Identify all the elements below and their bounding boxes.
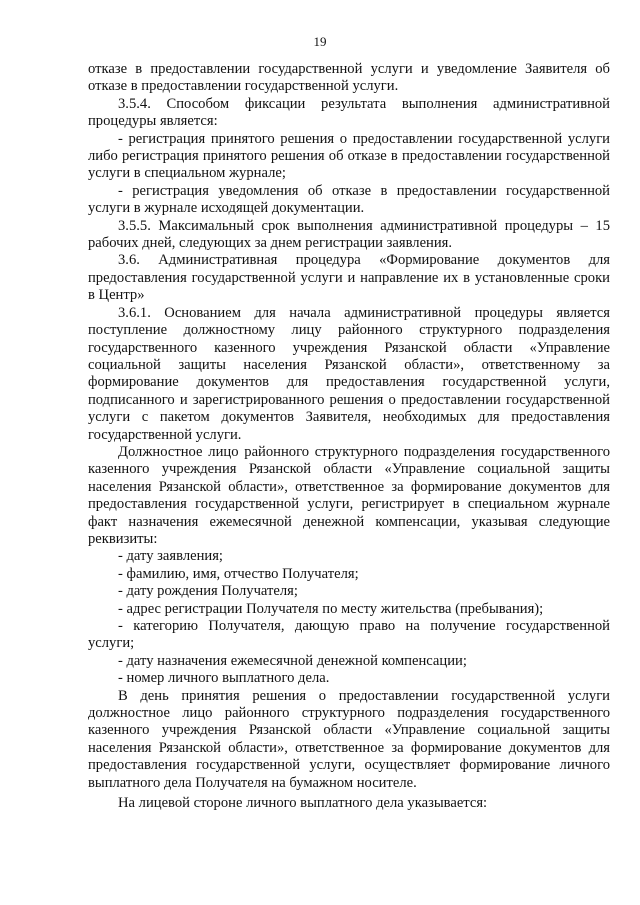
- document-body: [88, 61, 610, 812]
- paragraph-cover-page: На лицевой стороне личного выплатного дела указывается:: [118, 795, 488, 812]
- section-heading-3-6: 3.6. Административная процедура «Формирование документов для предоставления государственной услуги и направление их в установленные сроки в Центр»: [88, 252, 610, 304]
- list-item-full-name: - фамилию, имя, отчество Получателя;: [118, 565, 359, 582]
- list-item-registration-decision: - регистрация принятого решения о предоставлении государственной услуги либо регистрация принятого решения об отказе в предоставлении государственной услуги в специальном журнале;: [88, 130, 610, 182]
- list-item-application-date: - дату заявления;: [118, 548, 223, 565]
- paragraph-3-5-5: 3.5.5. Максимальный срок выполнения административной процедуры – 15 рабочих дней, следующих за днем регистрации заявления.: [88, 217, 610, 252]
- paragraph-continuation: отказе в предоставлении государственной услуги и уведомление Заявителя об отказе в предоставлении государственной услуги.: [88, 61, 610, 95]
- list-item-birth-date: - дату рождения Получателя;: [118, 583, 298, 600]
- list-item-registration-notice: - регистрация уведомления об отказе в предоставлении государственной услуги в журнале исходящей документации.: [88, 182, 610, 217]
- paragraph-3-6-1: 3.6.1. Основанием для начала административной процедуры является поступление должностному лицу районного структурного подразделения государственного казенного учреждения Рязанской области «Управление социальной защиты населения Рязанской области», ответственному за формирование документов для предоставления государственной услуги, подписанного и зарегистрированного решения о предоставлении государственной услуги с пакетом документов Заявителя, необходимых для предоставления государственной услуги.: [88, 304, 610, 443]
- paragraph-case-formation: В день принятия решения о предоставлении государственной услуги должностное лицо районного структурного подразделения государственного казенного учреждения Рязанской области «Управление социальной защиты населения Рязанской области», ответственное за формирование документов для предоставления государственной услуги, осуществляет формирование личного выплатного дела Получателя на бумажном носителе.: [88, 687, 610, 791]
- list-item-address: - адрес регистрации Получателя по месту жительства (пребывания);: [118, 600, 544, 617]
- page-number: 19: [313, 34, 327, 49]
- paragraph-3-5-4: 3.5.4. Способом фиксации результата выполнения административной процедуры является:: [88, 95, 610, 130]
- list-item-compensation-date: - дату назначения ежемесячной денежной компенсации;: [118, 652, 467, 669]
- paragraph-official-registers: Должностное лицо районного структурного подразделения государственного казенного учреждения Рязанской области «Управление социальной защиты населения Рязанской области», ответственное за формирование документов для предоставления государственной услуги, регистрирует в специальном журнале факт назначения ежемесячной денежной компенсации, указывая следующие реквизиты:: [88, 443, 610, 547]
- list-item-case-number: - номер личного выплатного дела.: [118, 670, 330, 687]
- list-item-category: - категорию Получателя, дающую право на получение государственной услуги;: [88, 618, 610, 652]
